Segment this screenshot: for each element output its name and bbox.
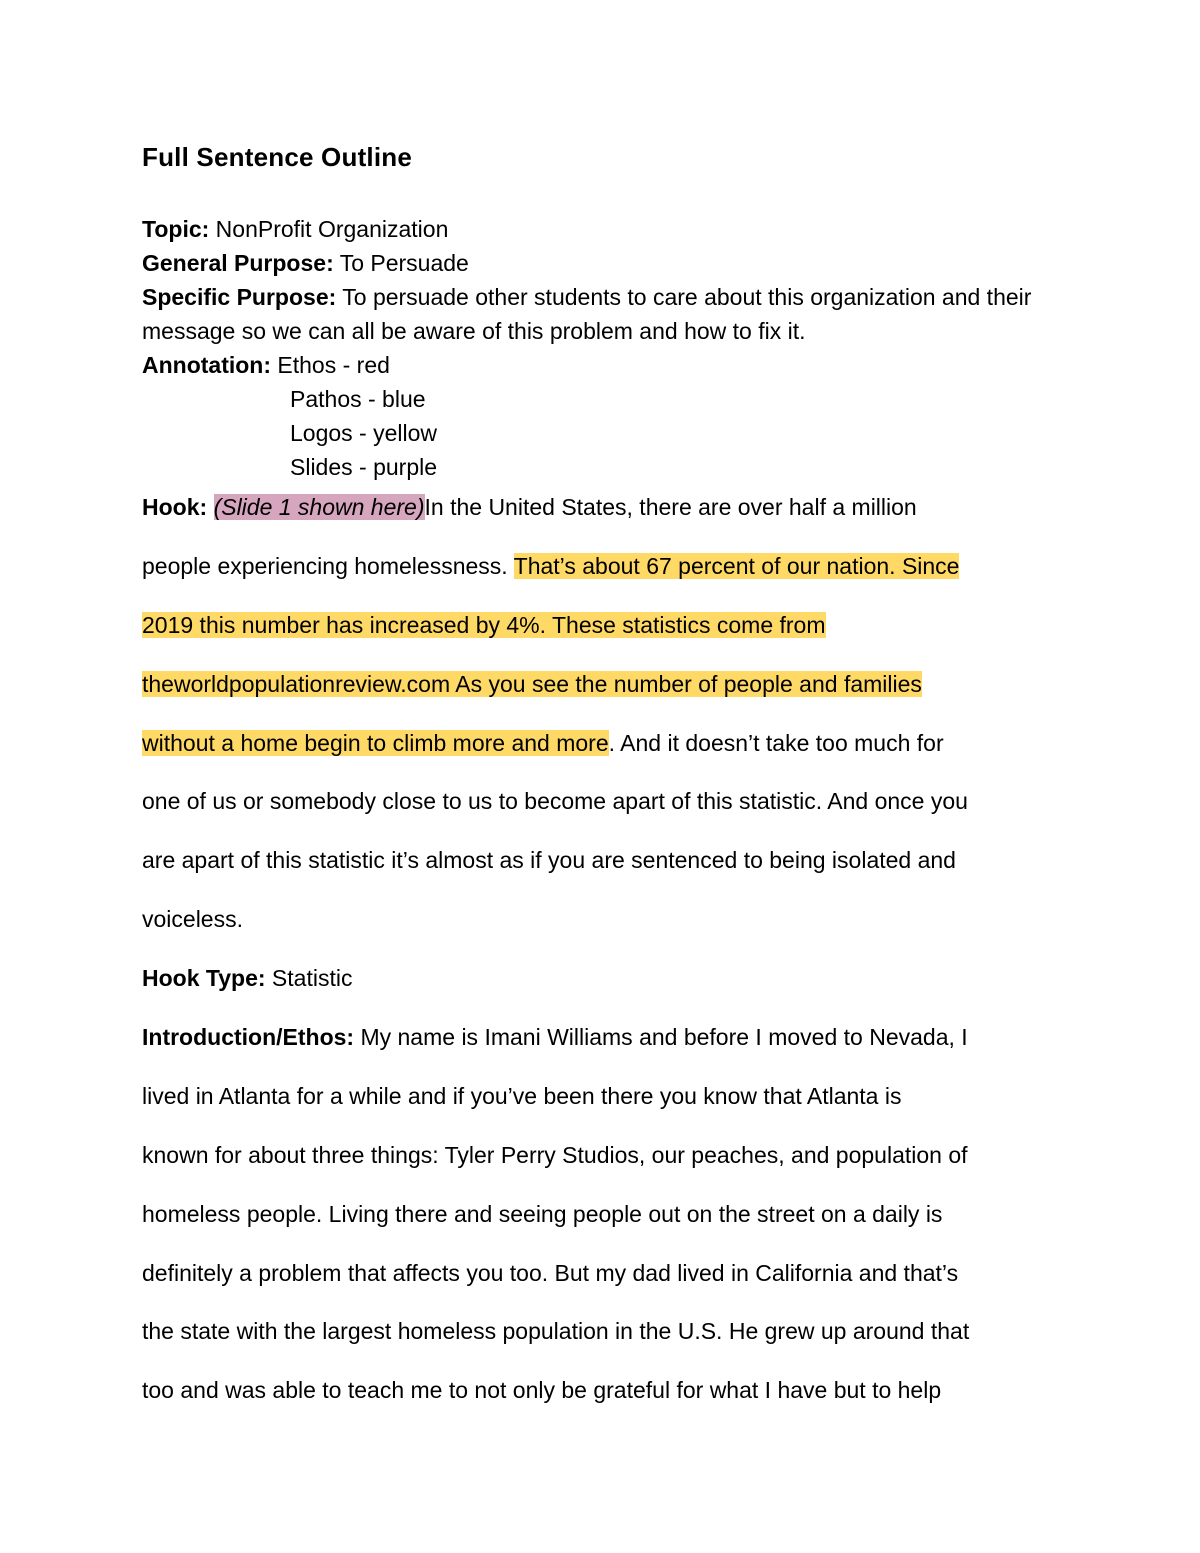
topic-value: NonProfit Organization bbox=[209, 216, 449, 242]
introduction-line: lived in Atlanta for a while and if you’ve been there you know that Atlanta is bbox=[142, 1082, 902, 1109]
hook-text: In the United States, there are over half a million bbox=[424, 494, 917, 520]
hook-type-value: Statistic bbox=[265, 965, 353, 992]
introduction-line: the state with the largest homeless population in the U.S. He grew up around that bbox=[142, 1318, 970, 1345]
introduction-line: definitely a problem that affects you too. But my dad lived in California and that’s bbox=[142, 1259, 959, 1286]
hook-type-label: Hook Type: bbox=[142, 965, 266, 992]
introduction-line: known for about three things: Tyler Perry Studios, our peaches, and population of bbox=[142, 1141, 968, 1168]
introduction-label: Introduction/Ethos: bbox=[142, 1024, 355, 1051]
introduction-line-1 bbox=[142, 1008, 1072, 1067]
hook-line-6: one of us or somebody close to us to become apart of this statistic. And once you bbox=[142, 788, 968, 815]
specific-purpose-value: To persuade other students to care about this organization and their message so we can all be aware of this problem and how to fix it. bbox=[142, 284, 1032, 344]
annotation-label: Annotation: bbox=[142, 352, 272, 378]
annotation-row bbox=[142, 348, 1062, 382]
hook-line-2 bbox=[142, 537, 1072, 596]
logos-highlight: That’s about 67 percent of our nation. Since bbox=[513, 552, 960, 579]
outline-body bbox=[142, 478, 1072, 1420]
hook-label: Hook: bbox=[142, 494, 208, 520]
introduction-line: homeless people. Living there and seeing people out on the street on a daily is bbox=[142, 1200, 943, 1227]
topic-row bbox=[142, 212, 1062, 246]
hook-line-4 bbox=[142, 655, 1072, 714]
hook-text: people experiencing homelessness. bbox=[142, 552, 514, 579]
hook-line-5 bbox=[142, 714, 1072, 773]
annotation-item-logos: Logos - yellow bbox=[290, 420, 438, 446]
hook-line-3 bbox=[142, 596, 1072, 655]
general-purpose-row bbox=[142, 246, 1062, 280]
hook-line-7: are apart of this statistic it’s almost as if you are sentenced to being isolated and bbox=[142, 847, 956, 874]
logos-highlight: without a home begin to climb more and more bbox=[142, 729, 609, 756]
specific-purpose-row bbox=[142, 280, 1062, 348]
logos-highlight: theworldpopulationreview.com As you see the number of people and families bbox=[142, 670, 922, 697]
outline-header-block bbox=[142, 212, 1062, 484]
logos-highlight: 2019 this number has increased by 4%. These statistics come from bbox=[142, 611, 826, 638]
hook-text: . And it doesn’t take too much for bbox=[608, 729, 944, 756]
topic-label: Topic: bbox=[142, 216, 210, 242]
general-purpose-label: General Purpose: bbox=[142, 250, 334, 276]
specific-purpose-label: Specific Purpose: bbox=[142, 284, 337, 310]
annotation-item-slides: Slides - purple bbox=[290, 454, 438, 480]
hook-line-1 bbox=[142, 478, 1072, 537]
annotation-item-ethos: Ethos - red bbox=[271, 352, 390, 378]
introduction-line: too and was able to teach me to not only be grateful for what I have but to help bbox=[142, 1377, 942, 1404]
hook-line-8: voiceless. bbox=[142, 906, 243, 933]
slide-note-highlight: (Slide 1 shown here) bbox=[213, 494, 425, 520]
general-purpose-value: To Persuade bbox=[333, 250, 469, 276]
document-title: Full Sentence Outline bbox=[142, 142, 413, 172]
introduction-text: My name is Imani Williams and before I moved to Nevada, I bbox=[354, 1024, 968, 1051]
hook-type-row bbox=[142, 949, 1072, 1008]
annotation-item-pathos: Pathos - blue bbox=[290, 386, 426, 412]
